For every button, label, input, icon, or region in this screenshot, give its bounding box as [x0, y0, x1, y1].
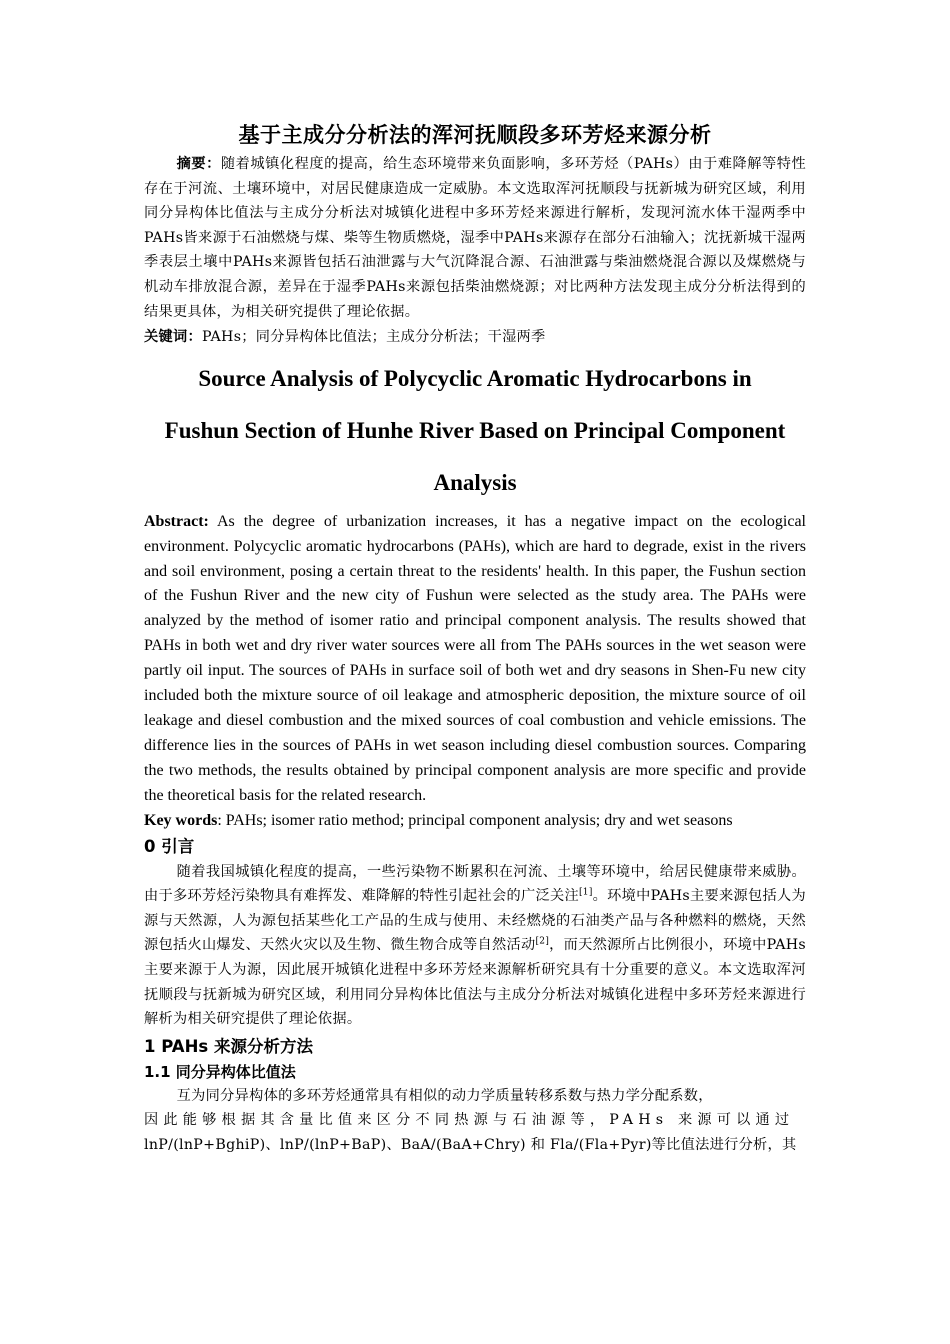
en-abstract-label: Abstract: [144, 512, 209, 530]
section-1-1-heading: 1.1 同分异构体比值法 [144, 1062, 296, 1081]
section-0-heading: 0 引言 [144, 836, 195, 856]
section-0-text-c: ，而天然源所占比例很小，环境中PAHs主要来源于人为源，因此展开城镇化进程中多环芳烃来源解析研究具有十分重要的意义。本文选取浑河抚顺段与抚新城为研究区域，利用同分异构体比值法与主成分分析法对城镇化进程中多环芳烃来源进行解析为相关研究提供了理论依据。 [144, 937, 807, 1028]
cn-keywords-text: PAHs；同分异构体比值法；主成分分析法；干湿两季 [201, 329, 546, 346]
section-0-text-a: 随着我国城镇化程度的提高，一些污染物不断累积在河流、土壤等环境中，给居民健康带来威胁。由于多环芳烃污染物具有难挥发、难降解的特性引起社会的广泛关注 [144, 863, 806, 905]
en-title-line-3: Analysis [433, 469, 517, 495]
en-abstract [144, 510, 806, 809]
citation-1[interactable]: [1] [578, 887, 593, 898]
citation-2[interactable]: [2] [535, 936, 550, 947]
section-0-text-b: 。环境中PAHs主要来源包括人为源与天然源，人为源包括某些化工产品的生成与使用、未经燃烧的石油类产品与各种燃料的燃烧，天然源包括火山爆发、天然火灾以及生物、微生物合成等自然活动 [144, 888, 806, 954]
cn-abstract-label: 摘要： [176, 156, 221, 172]
cn-abstract-text: 随着城镇化程度的提高，给生态环境带来负面影响，多环芳烃（PAHs）由于难降解等特性存在于河流、土壤环境中，对居民健康造成一定威胁。本文选取浑河抚顺段与抚新城为研究区域，利用同分异构体比值法与主成分分析法对城镇化进程中多环芳烃来源进行解析，发现河流水体干湿两季中PAHs皆来源于石油燃烧与煤、柴等生物质燃烧，湿季中PAHs来源存在部分石油输入；沈抚新城干湿两季表层土壤中PAHs来源皆包括石油泄露与大气沉降混合源、石油泄露与柴油燃烧混合源以及煤燃烧与机动车排放混合源，差异在于湿季PAHs来源包括柴油燃烧源；对比两种方法发现主成分分析法得到的结果更具体，为相关研究提供了理论依据。 [144, 156, 806, 320]
en-title-line-2: Fushun Section of Hunhe River Based on Principal Component [164, 417, 786, 443]
cn-keywords-label: 关键词： [144, 329, 202, 346]
section-1-1-line-2: 因此能够根据其含量比值来区分不同热源与石油源等，PAHs 来源可以通过 [144, 1112, 795, 1129]
en-title-line-1: Source Analysis of Polycyclic Aromatic Hydrocarbons in [198, 365, 752, 391]
cn-abstract [144, 152, 806, 324]
en-keywords-text: : PAHs; isomer ratio method; principal component analysis; dry and wet seasons [217, 811, 733, 829]
section-1-1-paragraph [144, 1084, 806, 1158]
en-abstract-text: As the degree of urbanization increases, it has a negative impact on the ecological environment. Polycyclic aromatic hydrocarbons (PAHs), which are hard to degrade, exist in the rivers and soil environment, posing a certain threat to the residents' health. In this paper, the Fushun section of the Fushun River and the new city of Fushun were selected as the study area. The PAHs were analyzed by the method of isomer ratio and principal component analysis. The results showed that PAHs in both wet and dry river water sources were all from The PAHs sources in the wet season were partly oil input. The sources of PAHs in surface soil of both wet and dry seasons in Shen-Fu new city included both the mixture source of oil leakage and atmospheric deposition, the mixture source of oil leakage and diesel combustion and the mixed sources of coal combustion and vehicle emissions. The difference lies in the sources of PAHs in wet season including diesel combustion sources. Comparing the two methods, the results obtained by principal component analysis are more specific and provide the theoretical basis for the related research. [144, 512, 807, 804]
cn-keywords [144, 325, 806, 350]
en-title [144, 354, 806, 508]
section-1-1-line-3: lnP/(lnP+BghiP)、lnP/(lnP+BaP)、BaA/(BaA+Chry) 和 Fla/(Fla+Pyr)等比值法进行分析，其 [144, 1136, 797, 1153]
section-1-heading: 1 PAHs 来源分析方法 [144, 1036, 313, 1056]
cn-title: 基于主成分分析法的浑河抚顺段多环芳烃来源分析 [238, 123, 712, 147]
section-0-paragraph [144, 860, 806, 1032]
en-keywords [144, 809, 806, 834]
paper-page [144, 118, 806, 1157]
section-1-1-line-1: 互为同分异构体的多环芳烃通常具有相似的动力学质量转移系数与热力学分配系数， [176, 1087, 713, 1104]
en-keywords-label: Key words [144, 811, 218, 829]
